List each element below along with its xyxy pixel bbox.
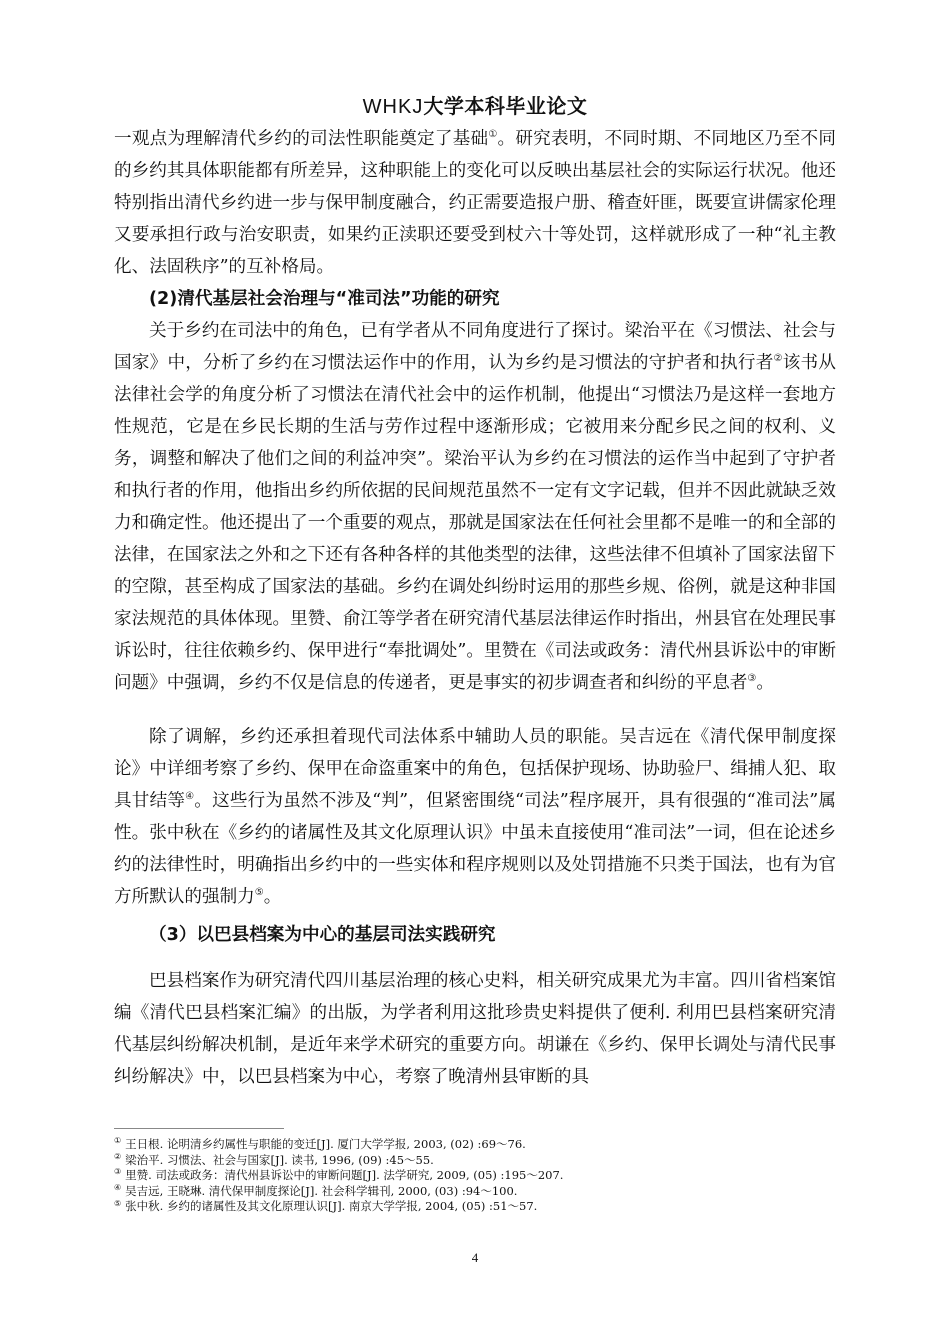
paragraph-3: 除了调解，乡约还承担着现代司法体系中辅助人员的职能。吴吉远在《清代保甲制度探论》中详细考察了乡约、保甲在命盗重案中的角色，包括保护现场、协助验尸、缉捕人犯、取具甘结等④。这些行为虽然不涉及“判”，但紧密围绕“司法”程序展开，具有很强的“准司法”属性。张中秋在《乡约的诸属性及其文化原理认识》中虽未直接使用“准司法”一词，但在论述乡约的法律性时，明确指出乡约中的一些实体和程序规则以及处罚措施不只类于国法，也有为官方所默认的强制力⑤。	[114, 727, 836, 907]
footnote-ref-5[interactable]: ⑤	[254, 887, 264, 899]
paragraph-4: 巴县档案作为研究清代四川基层治理的核心史料，相关研究成果尤为丰富。四川省档案馆编《清代巴县档案汇编》的出版，为学者利用这批珍贵史料提供了便利. 利用巴县档案研究清代基层纠纷解决机制，是近年来学术研究的重要方向。胡谦在《乡约、保甲长调处与清代民事纠纷解决》中，以巴县档案为中心，考察了晚清州县审断的具	[114, 971, 836, 1087]
header-school-code: WHKJ	[362, 96, 424, 118]
footnote-divider	[114, 1128, 284, 1129]
footnotes	[114, 1137, 836, 1215]
footnote-4: ④ 吴吉远, 王晓琳. 清代保甲制度探论[J]. 社会科学辑刊, 2000, (03) :94～100.	[114, 1182, 518, 1198]
footnote-2: ② 梁治平. 习惯法、社会与国家[J]. 读书, 1996, (09) :45～55.	[114, 1151, 434, 1167]
footnote-ref-4[interactable]: ④	[185, 791, 195, 803]
page-number: 4	[471, 1250, 479, 1265]
footnote-ref-3[interactable]: ③	[747, 673, 757, 685]
header-thesis-label: 大学本科毕业论文	[423, 94, 588, 118]
paragraph-1: 一观点为理解清代乡约的司法性职能奠定了基础①。研究表明，不同时期、不同地区乃至不同的乡约其具体职能都有所差异，这种职能上的变化可以反映出基层社会的实际运行状况。他还特别指出清代乡约进一步与保甲制度融合，约正需要造报户册、稽查奸匪，既要宣讲儒家伦理又要承担行政与治安职责，如果约正渎职还要受到杖六十等处罚，这样就形成了一种“礼主教化、法固秩序”的互补格局。	[114, 129, 836, 277]
footnote-5: ⑤ 张中秋. 乡约的诸属性及其文化原理认识[J]. 南京大学学报, 2004, (05) :51～57.	[114, 1198, 538, 1214]
section-heading-2: (2)清代基层社会治理与“准司法”功能的研究	[149, 289, 500, 309]
footnote-ref-2[interactable]: ②	[773, 353, 783, 365]
body-text	[114, 123, 836, 1093]
footnote-ref-1[interactable]: ①	[488, 129, 498, 141]
footnote-1: ① 王日根. 论明清乡约属性与职能的变迁[J]. 厦门大学学报, 2003, (02) :69～76.	[114, 1136, 526, 1151]
footnote-3: ③ 里赞. 司法或政务：清代州县诉讼中的审断问题[J]. 法学研究, 2009, (05) :195～207.	[114, 1167, 564, 1183]
section-heading-3: （3）以巴县档案为中心的基层司法实践研究	[149, 925, 496, 945]
paragraph-2: 关于乡约在司法中的角色，已有学者从不同角度进行了探讨。梁治平在《习惯法、社会与国家》中，分析了乡约在习惯法运作中的作用，认为乡约是习惯法的守护者和执行者②该书从法律社会学的角度分析了习惯法在清代社会中的运作机制，他提出“习惯法乃是这样一套地方性规范，它是在乡民长期的生活与劳作过程中逐渐形成；它被用来分配乡民之间的权利、义务，调整和解决了他们之间的利益冲突”。梁治平认为乡约在习惯法的运作当中起到了守护者和执行者的作用，他指出乡约所依据的民间规范虽然不一定有文字记载，但并不因此就缺乏效力和确定性。他还提出了一个重要的观点，那就是国家法在任何社会里都不是唯一的和全部的法律，在国家法之外和之下还有各种各样的其他类型的法律，这些法律不但填补了国家法留下的空隙，甚至构成了国家法的基础。乡约在调处纠纷时运用的那些乡规、俗例，就是这种非国家法规范的具体体现。里赞、俞江等学者在研究清代基层法律运作时指出，州县官在处理民事诉讼时，往往依赖乡约、保甲进行“奉批调处”。里赞在《司法或政务：清代州县诉讼中的审断问题》中强调，乡约不仅是信息的传递者，更是事实的初步调查者和纠纷的平息者③。	[114, 321, 836, 693]
page-header	[0, 92, 950, 121]
